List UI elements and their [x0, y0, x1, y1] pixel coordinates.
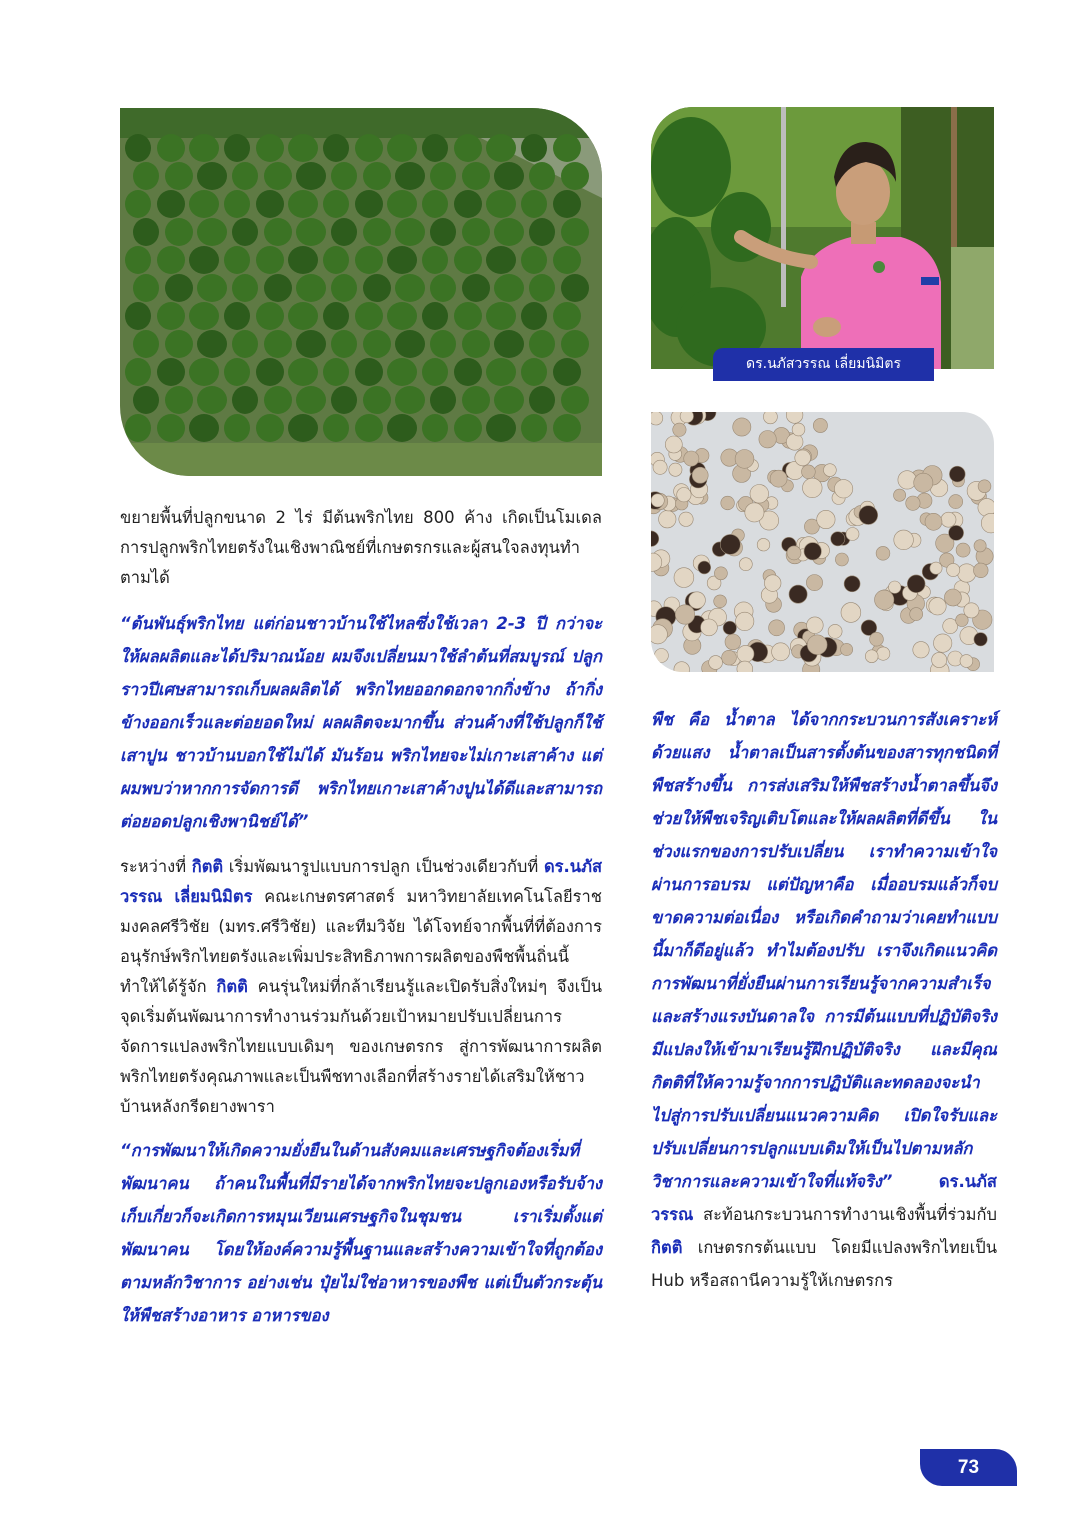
pepper-bush-shape: [553, 358, 581, 386]
pepper-bush-shape: [256, 134, 284, 162]
peppercorn-shape: [803, 478, 823, 498]
pepper-bush-shape: [125, 190, 151, 218]
peppercorn-shape: [804, 543, 821, 560]
name-highlight: ดร.นภัสวรรณ: [651, 1172, 997, 1224]
peppercorn-shape: [894, 489, 906, 501]
pepper-bush-shape: [232, 218, 258, 246]
pepper-bush-shape: [224, 246, 250, 274]
peppercorn-shape: [789, 585, 807, 603]
peppercorn-shape: [906, 496, 920, 510]
peppercorn-shape: [834, 480, 852, 498]
pepper-bush-shape: [363, 274, 391, 302]
pepper-bush-shape: [454, 302, 482, 330]
pepper-bush-shape: [331, 386, 357, 414]
pepper-bush-shape: [553, 134, 581, 162]
peppercorn-shape: [651, 494, 664, 507]
pepper-bush-shape: [264, 330, 292, 358]
name-highlight: กิตติ: [651, 1238, 683, 1257]
peppercorn-photo: [651, 412, 994, 672]
pepper-bush-shape: [264, 162, 292, 190]
peppercorn-shape: [709, 656, 723, 670]
pepper-bush-shape: [430, 162, 456, 190]
peppercorn-shape: [929, 598, 946, 615]
pepper-bush-shape: [256, 190, 284, 218]
pepper-bush-shape: [323, 302, 349, 330]
pepper-bush-shape: [232, 162, 258, 190]
pepper-bush-shape: [197, 330, 227, 358]
peppercorn-shape: [684, 451, 699, 466]
body-paragraph: [120, 852, 602, 1122]
pepper-bush-shape: [331, 162, 357, 190]
peppercorn-shape: [941, 512, 956, 527]
pepper-bush-shape: [288, 302, 318, 330]
pepper-bush-shape: [486, 358, 516, 386]
peppercorn-shape: [807, 635, 827, 655]
pepper-bush-shape: [264, 386, 292, 414]
body-text: คณะเกษตรศาสตร์ มหาวิทยาลัยเทคโนโลยีราชมงคลศรีวิชัย (มทร.ศรีวิชัย) และทีมวิจัย ได้โจทย์จากพื้นที่ที่ต้องการอนุรักษ์พริกไทยตรังและเพิ่มประสิทธิภาพการผลิตของพืชพื้นถิ่นนี้ ทำให้ได้รู้จัก: [120, 887, 602, 996]
peppercorn-shape: [673, 423, 686, 436]
pepper-bush-shape: [133, 162, 159, 190]
pepper-bush-shape: [422, 358, 448, 386]
peppercorn-shape: [674, 568, 694, 588]
pepper-bush-shape: [197, 162, 227, 190]
pepper-bush-shape: [454, 414, 482, 442]
peppercorn-shape: [750, 485, 769, 504]
pepper-bush-shape: [486, 246, 516, 274]
peppercorn-shape: [956, 543, 970, 557]
peppercorn-shape: [764, 575, 781, 592]
pepper-bush-shape: [256, 414, 284, 442]
peppercorn-shape: [898, 471, 916, 489]
pepper-bush-shape: [422, 134, 448, 162]
pepper-bush-shape: [395, 162, 425, 190]
pepper-bush-shape: [561, 218, 589, 246]
pepper-bush-shape: [197, 218, 227, 246]
peppercorn-image: [651, 412, 994, 672]
pepper-bush-shape: [395, 386, 425, 414]
peppercorn-shape: [739, 558, 752, 571]
peppercorn-shape: [875, 590, 894, 609]
pepper-bush-shape: [288, 246, 318, 274]
pepper-bush-shape: [529, 218, 555, 246]
peppercorn-shape: [949, 466, 965, 482]
pepper-bush-shape: [296, 162, 326, 190]
pepper-bush-shape: [288, 134, 318, 162]
pepper-bush-shape: [133, 274, 159, 302]
pepper-bush-shape: [157, 414, 185, 442]
intro-paragraph: ขยายพื้นที่ปลูกขนาด 2 ไร่ มีต้นพริกไทย 800 ค้าง เกิดเป็นโมเดลการปลูกพริกไทยตรังในเชิงพาณิชย์ที่เกษตรกรและผู้สนใจลงทุนทำตามได้: [120, 508, 602, 587]
pepper-bush-shape: [462, 218, 490, 246]
pepper-bush-shape: [529, 274, 555, 302]
pepper-bush-shape: [189, 358, 219, 386]
quote-text: พืช คือ น้ำตาล ได้จากกระบวนการสังเคราะห์ด้วยแสง น้ำตาลเป็นสารตั้งต้นของสารทุกชนิดที่พืชสร้างขึ้น การส่งเสริมให้พืชสร้างน้ำตาลขึ้นจึงช่วยให้พืชเจริญเติบโตและให้ผลผลิตที่ดีขึ้น ในช่วงแรกของการปรับเปลี่ยน เราทำความเข้าใจผ่านการอบรม แต่ปัญหาคือ เมื่ออบรมแล้วก็จบ ขาดความต่อเนื่อง หรือเกิดคำถามว่าเคยทำแบบนี้มาก็ดีอยู่แล้ว ทำไมต้องปรับ เราจึงเกิดแนวคิดการพัฒนาที่ยั่งยืนผ่านการเรียนรู้จากความสำเร็จและสร้างแรงบันดาลใจ การมีต้นแบบที่ปฏิบัติจริง มีแปลงให้เข้ามาเรียนรู้ฝึกปฏิบัติจริง และมีคุณกิตติที่ให้ความรู้จากการปฏิบัติและทดลองจะนำไปสู่การปรับเปลี่ยนแนวความคิด เปิดใจรับและปรับเปลี่ยนการปลูกแบบเดิมให้เป็นไปตามหลักวิชาการและความเข้าใจที่แท้จริง”: [651, 710, 997, 1191]
peppercorn-shape: [828, 624, 842, 638]
peppercorn-shape: [692, 467, 708, 483]
peppercorn-shape: [831, 532, 845, 546]
peppercorn-shape: [835, 553, 848, 566]
peppercorn-shape: [806, 575, 822, 591]
pepper-bush-shape: [224, 190, 250, 218]
pepper-bush-shape: [323, 414, 349, 442]
pepper-bush-shape: [355, 190, 383, 218]
pepper-bush-shape: [355, 246, 383, 274]
peppercorn-shape: [770, 470, 787, 487]
pepper-bush-shape: [264, 218, 292, 246]
pepper-bush-shape: [553, 414, 581, 442]
pepper-bush-shape: [189, 246, 219, 274]
pepper-bush-shape: [232, 330, 258, 358]
peppercorn-shape: [757, 538, 770, 551]
name-highlight: กิตติ: [216, 977, 248, 996]
peppercorn-shape: [807, 617, 824, 634]
pepper-bush-shape: [288, 358, 318, 386]
peppercorn-shape: [654, 649, 668, 663]
pepper-bush-shape: [387, 246, 417, 274]
pepper-bush-shape: [165, 274, 193, 302]
pepper-bush-shape: [529, 386, 555, 414]
body-text: เกษตรกรต้นแบบ โดยมีแปลงพริกไทยเป็น Hub หรือสถานีความรู้ให้เกษตรกร: [651, 1238, 997, 1290]
peppercorn-shape: [669, 463, 682, 476]
left-column: [120, 503, 602, 1332]
pepper-bush-shape: [422, 246, 448, 274]
peppercorn-shape: [786, 434, 803, 451]
pepper-bush-shape: [494, 162, 524, 190]
peppercorn-shape: [735, 450, 754, 469]
peppercorn-shape: [680, 412, 693, 423]
peppercorn-shape: [721, 496, 735, 510]
body-text: ระหว่างที่: [120, 857, 192, 876]
peppercorn-shape: [877, 647, 890, 660]
pepper-bush-shape: [256, 302, 284, 330]
peppercorn-shape: [723, 621, 736, 634]
pepper-bush-shape: [494, 218, 524, 246]
peppercorn-shape: [841, 643, 853, 655]
peppercorn-shape: [944, 589, 961, 606]
pepper-bush-shape: [165, 386, 193, 414]
peppercorn-shape: [653, 460, 667, 474]
pepper-bush-shape: [189, 134, 219, 162]
peppercorn-shape: [841, 603, 861, 623]
peppercorn-shape: [795, 450, 811, 466]
peppercorn-shape: [725, 634, 741, 650]
pepper-bush-shape: [157, 190, 185, 218]
peppercorn-shape: [876, 546, 890, 560]
pepper-bush-shape: [133, 218, 159, 246]
peppercorn-shape: [763, 412, 777, 424]
peppercorn-shape: [907, 575, 925, 593]
peppercorn-shape: [817, 510, 835, 528]
pepper-bush-shape: [387, 190, 417, 218]
pepper-bush-shape: [355, 302, 383, 330]
pepper-bush-shape: [189, 190, 219, 218]
body-text: คนรุ่นใหม่ที่กล้าเรียนรู้และเปิดรับสิ่งใหม่ๆ จึงเป็นจุดเริ่มต้นพัฒนาการทำงานร่วมกันด้วยเป้าหมายปรับเปลี่ยนการจัดการแปลงพริกไทยแบบเดิมๆ ของเกษตรกร สู่การพัฒนาการผลิตพริกไทยตรังคุณภาพและเป็นพืชทางเลือกที่สร้างรายได้เสริมให้ชาวบ้านหลังกรีดยางพารา: [120, 977, 602, 1116]
pepper-bush-shape: [133, 386, 159, 414]
pepper-bush-shape: [165, 162, 193, 190]
pepper-bush-shape: [288, 190, 318, 218]
peppercorn-shape: [665, 436, 682, 453]
pepper-bush-shape: [125, 246, 151, 274]
peppercorn-shape: [769, 620, 785, 636]
peppercorn-shape: [698, 561, 711, 574]
pepper-bush-shape: [197, 386, 227, 414]
peppercorn-shape: [733, 418, 751, 436]
pepper-bush-shape: [125, 134, 151, 162]
pepper-bush-shape: [395, 274, 425, 302]
pepper-bush-shape: [553, 302, 581, 330]
peppercorn-shape: [772, 643, 790, 661]
pepper-bush-shape: [133, 330, 159, 358]
pepper-bush-shape: [331, 218, 357, 246]
pepper-bush-shape: [521, 190, 547, 218]
pepper-bush-shape: [553, 246, 581, 274]
pepper-bush-shape: [462, 330, 490, 358]
pepper-bush-shape: [296, 386, 326, 414]
peppercorn-shape: [949, 525, 964, 540]
peppercorn-shape: [736, 612, 754, 630]
body-text: เริ่มพัฒนารูปแบบการปลูก เป็นช่วงเดียวกับที่: [223, 857, 544, 876]
peppercorn-shape: [964, 603, 979, 618]
peppercorn-shape: [813, 418, 827, 432]
pepper-bush-shape: [363, 162, 391, 190]
pepper-bush-shape: [387, 414, 417, 442]
portrait-caption: ดร.นภัสวรรณ เลี่ยมนิมิตร: [713, 348, 934, 381]
peppercorn-shape: [932, 652, 947, 667]
pepper-bush-shape: [224, 414, 250, 442]
pepper-field-image: [120, 108, 602, 476]
peppercorn-shape: [947, 563, 960, 576]
peppercorn-shape: [651, 625, 667, 644]
peppercorn-shape: [745, 503, 764, 522]
peppercorn-shape: [949, 495, 963, 509]
pepper-bush-shape: [561, 330, 589, 358]
peppercorn-shape: [689, 592, 706, 609]
pepper-bush-shape: [529, 162, 555, 190]
pepper-bush-shape: [296, 218, 326, 246]
pepper-bush-shape: [363, 386, 391, 414]
pepper-bush-shape: [157, 134, 185, 162]
pepper-bush-shape: [323, 134, 349, 162]
peppercorn-shape: [737, 645, 754, 662]
peppercorn-shape: [714, 567, 727, 580]
peppercorn-shape: [930, 562, 942, 574]
pepper-bush-shape: [232, 274, 258, 302]
pepper-bush-shape: [486, 302, 516, 330]
pepper-bush-shape: [224, 134, 250, 162]
pepper-bush-shape: [521, 414, 547, 442]
pepper-bush-shape: [494, 386, 524, 414]
pepper-bush-shape: [486, 190, 516, 218]
pepper-bush-shape: [561, 162, 589, 190]
page-number: 73: [920, 1449, 1017, 1486]
pepper-bush-shape: [125, 302, 151, 330]
name-highlight: กิตติ: [191, 857, 224, 876]
peppercorn-shape: [870, 632, 884, 646]
pepper-bush-shape: [224, 302, 250, 330]
portrait-photo: [651, 107, 994, 369]
peppercorn-shape: [701, 619, 718, 636]
pepper-bush-shape: [486, 134, 516, 162]
pepper-bush-shape: [454, 134, 482, 162]
pepper-bush-shape: [462, 162, 490, 190]
pepper-bush-shape: [165, 218, 193, 246]
peppercorn-shape: [889, 581, 901, 593]
portrait-image: [651, 107, 994, 369]
pepper-bush-shape: [521, 302, 547, 330]
pepper-bush-shape: [494, 274, 524, 302]
pepper-bush-shape: [454, 358, 482, 386]
peppercorn-shape: [846, 528, 859, 541]
peppercorn-shape: [802, 465, 816, 479]
pepper-bush-shape: [521, 134, 547, 162]
quote-paragraph-1: “ต้นพันธุ์พริกไทย แต่ก่อนชาวบ้านใช้ไหลซึ่งใช้เวลา 2-3 ปี กว่าจะให้ผลผลิตและได้ปริมาณน้อย ผมจึงเปลี่ยนมาใช้ลำต้นที่สมบูรณ์ ปลูกราวปีเศษสามารถเก็บผลผลิตได้ พริกไทยออกดอกจากกิ่งข้าง ถ้ากิ่งข้างออกเร็วและต่อยอดใหม่ ผลผลิตจะมากขึ้น ส่วนค้างที่ใช้ปลูกก็ใช้เสาปูน ชาวบ้านบอกใช้ไม่ได้ มันร้อน พริกไทยจะไม่เกาะเสาค้าง แต่ผมพบว่าหากการจัดการดี พริกไทยเกาะเสาค้างปูนได้ดีและสามารถต่อยอดปลูกเชิงพานิชย์ได้”: [120, 614, 602, 831]
pepper-bush-shape: [561, 274, 589, 302]
peppercorn-shape: [677, 488, 691, 502]
pepper-bush-shape: [430, 330, 456, 358]
quote-paragraph-2: “การพัฒนาให้เกิดความยั่งยืนในด้านสังคมและเศรษฐกิจต้องเริ่มที่พัฒนาคน ถ้าคนในพื้นที่มีรายได้จากพริกไทยจะปลูกเองหรือรับจ้างเก็บเกี่ยวก็จะเกิดการหมุนเวียนเศรษฐกิจในชุมชน เราเริ่มตั้งแต่พัฒนาคน โดยให้องค์ความรู้พื้นฐานและสร้างความเข้าใจที่ถูกต้องตามหลักวิชาการ อย่างเช่น ปุ๋ยไม่ใช่อาหารของพืช แต่เป็นตัวกระตุ้นให้พืชสร้างอาหาร อาหารของ: [120, 1141, 602, 1325]
pepper-bush-shape: [430, 218, 456, 246]
pepper-bush-shape: [422, 414, 448, 442]
pepper-bush-shape: [296, 274, 326, 302]
body-text: สะท้อนกระบวนการทำงานเชิงพื้นที่ร่วมกับ: [693, 1205, 997, 1224]
peppercorn-shape: [714, 595, 727, 608]
pepper-bush-shape: [462, 386, 490, 414]
peppercorn-shape: [894, 530, 914, 550]
pepper-bush-shape: [454, 246, 482, 274]
pepper-bush-shape: [165, 330, 193, 358]
pepper-bush-shape: [355, 414, 383, 442]
pepper-bush-shape: [323, 358, 349, 386]
pepper-bush-shape: [454, 190, 482, 218]
pepper-bush-shape: [189, 414, 219, 442]
pepper-bush-shape: [494, 330, 524, 358]
peppercorn-shape: [759, 431, 776, 448]
pepper-bush-shape: [422, 302, 448, 330]
pepper-bush-shape: [331, 330, 357, 358]
peppercorn-shape: [974, 563, 989, 578]
peppercorn-shape: [974, 633, 987, 646]
pepper-bush-shape: [355, 358, 383, 386]
pepper-bush-shape: [462, 274, 490, 302]
pepper-bush-shape: [125, 358, 151, 386]
peppercorn-shape: [844, 576, 860, 592]
peppercorn-shape: [910, 608, 923, 621]
pepper-bush-shape: [256, 246, 284, 274]
pepper-bush-shape: [387, 358, 417, 386]
peppercorn-shape: [978, 480, 991, 493]
pepper-bush-shape: [553, 190, 581, 218]
pepper-bush-shape: [430, 274, 456, 302]
pepper-bush-shape: [232, 386, 258, 414]
pepper-bush-shape: [264, 274, 292, 302]
pepper-bush-shape: [521, 358, 547, 386]
peppercorn-shape: [913, 642, 929, 658]
pepper-bush-shape: [430, 386, 456, 414]
pepper-bush-shape: [486, 414, 516, 442]
pepper-bush-shape: [387, 134, 417, 162]
peppercorn-shape: [824, 464, 837, 477]
pepper-bush-shape: [521, 246, 547, 274]
peppercorn-shape: [914, 473, 933, 492]
pepper-bush-shape: [157, 302, 185, 330]
pepper-bush-shape: [422, 190, 448, 218]
pepper-bush-shape: [363, 218, 391, 246]
peppercorn-shape: [958, 564, 976, 582]
pepper-bush-shape: [157, 358, 185, 386]
peppercorn-shape: [925, 513, 942, 530]
pepper-bush-shape: [323, 190, 349, 218]
peppercorn-shape: [792, 423, 805, 436]
peppercorn-shape: [722, 650, 737, 665]
pepper-bush-shape: [189, 302, 219, 330]
peppercorn-shape: [934, 634, 952, 652]
pepper-bush-shape: [157, 246, 185, 274]
pepper-bush-shape: [224, 358, 250, 386]
pepper-field-photo: [120, 108, 602, 476]
pepper-bush-shape: [256, 358, 284, 386]
peppercorn-shape: [960, 655, 973, 668]
pepper-bush-shape: [323, 246, 349, 274]
pepper-bush-shape: [561, 386, 589, 414]
peppercorn-shape: [679, 512, 693, 526]
pepper-bush-shape: [288, 414, 318, 442]
right-column: [651, 703, 997, 1297]
peppercorn-shape: [787, 546, 801, 560]
pepper-bush-shape: [125, 414, 151, 442]
pepper-bush-shape: [387, 302, 417, 330]
peppercorn-shape: [651, 412, 663, 425]
peppercorn-shape: [974, 540, 986, 552]
pepper-bush-shape: [331, 274, 357, 302]
pepper-bush-shape: [363, 330, 391, 358]
quote-continuation: [651, 703, 997, 1297]
pepper-bush-shape: [395, 330, 425, 358]
name-highlight: ดร.นภัสวรรณ เลี่ยมนิมิตร: [120, 857, 603, 906]
peppercorn-shape: [865, 650, 878, 663]
pepper-bush-shape: [197, 274, 227, 302]
pepper-bush-shape: [296, 330, 326, 358]
peppercorn-shape: [859, 506, 878, 525]
peppercorn-shape: [659, 511, 676, 528]
peppercorn-shape: [720, 534, 740, 554]
pepper-bush-shape: [529, 330, 555, 358]
pepper-bush-shape: [355, 134, 383, 162]
pepper-bush-shape: [395, 218, 425, 246]
peppercorn-shape: [675, 605, 694, 624]
